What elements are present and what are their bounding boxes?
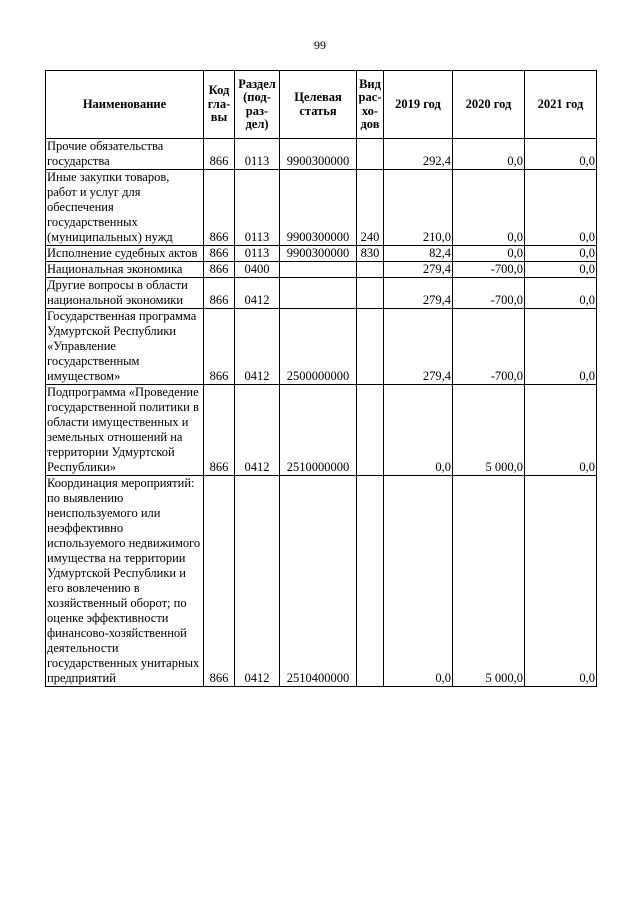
table-row	[46, 278, 597, 309]
header-vid-raskhodov: Вид рас- хо- дов	[357, 71, 384, 139]
row-celevaya: 2510000000	[280, 385, 357, 476]
row-razdel: 0412	[235, 309, 280, 385]
row-name: Прочие обязательства государства	[46, 139, 204, 170]
row-2020: -700,0	[453, 262, 525, 278]
row-name: Координация мероприятий: по выявлению неиспользуемого или неэффективно используемого недвижимого имущества на территории Удмуртской Республики и его вовлечению в хозяйственный оборот; по оценке эффективности финансово-хозяйственной деятельности государственных унитарных предприятий	[46, 476, 204, 687]
table-header-row	[46, 71, 597, 139]
row-2019: 0,0	[384, 476, 453, 687]
budget-table	[45, 70, 597, 687]
row-kod: 866	[204, 278, 235, 309]
table-row	[46, 139, 597, 170]
row-name: Подпрограмма «Проведение государственной политики в области имущественных и земельных отношений на территории Удмуртской Республики»	[46, 385, 204, 476]
row-2021: 0,0	[525, 246, 597, 262]
header-kod-glavy: Код гла- вы	[204, 71, 235, 139]
row-name: Иные закупки товаров, работ и услуг для обеспечения государственных (муниципальных) нужд	[46, 170, 204, 246]
table-row	[46, 246, 597, 262]
row-vid	[357, 278, 384, 309]
row-name: Исполнение судебных актов	[46, 246, 204, 262]
row-2019: 279,4	[384, 262, 453, 278]
row-2019: 82,4	[384, 246, 453, 262]
row-2020: -700,0	[453, 309, 525, 385]
row-2020: 5 000,0	[453, 476, 525, 687]
row-kod: 866	[204, 246, 235, 262]
row-2021: 0,0	[525, 139, 597, 170]
row-kod: 866	[204, 170, 235, 246]
row-vid	[357, 476, 384, 687]
row-2021: 0,0	[525, 170, 597, 246]
row-2019: 210,0	[384, 170, 453, 246]
row-2019: 279,4	[384, 278, 453, 309]
table-row	[46, 476, 597, 687]
row-name: Другие вопросы в области национальной экономики	[46, 278, 204, 309]
row-name: Национальная экономика	[46, 262, 204, 278]
header-celevaya-statya: Целевая статья	[280, 71, 357, 139]
row-celevaya: 9900300000	[280, 139, 357, 170]
row-vid	[357, 262, 384, 278]
row-2019: 0,0	[384, 385, 453, 476]
row-razdel: 0412	[235, 278, 280, 309]
row-2019: 292,4	[384, 139, 453, 170]
row-razdel: 0113	[235, 170, 280, 246]
row-2021: 0,0	[525, 385, 597, 476]
row-celevaya: 2510400000	[280, 476, 357, 687]
header-razdel: Раздел (под- раз- дел)	[235, 71, 280, 139]
row-2021: 0,0	[525, 476, 597, 687]
row-kod: 866	[204, 139, 235, 170]
row-2020: 5 000,0	[453, 385, 525, 476]
header-name: Наименование	[46, 71, 204, 139]
table-row	[46, 309, 597, 385]
row-razdel: 0412	[235, 385, 280, 476]
row-2021: 0,0	[525, 262, 597, 278]
row-2021: 0,0	[525, 278, 597, 309]
table-row	[46, 385, 597, 476]
row-razdel: 0113	[235, 246, 280, 262]
row-vid: 240	[357, 170, 384, 246]
row-vid	[357, 309, 384, 385]
row-celevaya	[280, 262, 357, 278]
row-razdel: 0412	[235, 476, 280, 687]
row-razdel: 0113	[235, 139, 280, 170]
header-2020: 2020 год	[453, 71, 525, 139]
row-2019: 279,4	[384, 309, 453, 385]
row-kod: 866	[204, 476, 235, 687]
header-2021: 2021 год	[525, 71, 597, 139]
row-vid	[357, 385, 384, 476]
table-row	[46, 262, 597, 278]
header-2019: 2019 год	[384, 71, 453, 139]
row-kod: 866	[204, 262, 235, 278]
row-2020: 0,0	[453, 170, 525, 246]
row-2021: 0,0	[525, 309, 597, 385]
page-number: 99	[314, 38, 326, 52]
table-row	[46, 170, 597, 246]
row-kod: 866	[204, 385, 235, 476]
row-2020: 0,0	[453, 139, 525, 170]
row-2020: -700,0	[453, 278, 525, 309]
row-celevaya	[280, 278, 357, 309]
row-kod: 866	[204, 309, 235, 385]
row-2020: 0,0	[453, 246, 525, 262]
row-vid: 830	[357, 246, 384, 262]
row-celevaya: 9900300000	[280, 246, 357, 262]
row-name: Государственная программа Удмуртской Республики «Управление государственным имуществом»	[46, 309, 204, 385]
row-razdel: 0400	[235, 262, 280, 278]
row-celevaya: 2500000000	[280, 309, 357, 385]
row-celevaya: 9900300000	[280, 170, 357, 246]
row-vid	[357, 139, 384, 170]
